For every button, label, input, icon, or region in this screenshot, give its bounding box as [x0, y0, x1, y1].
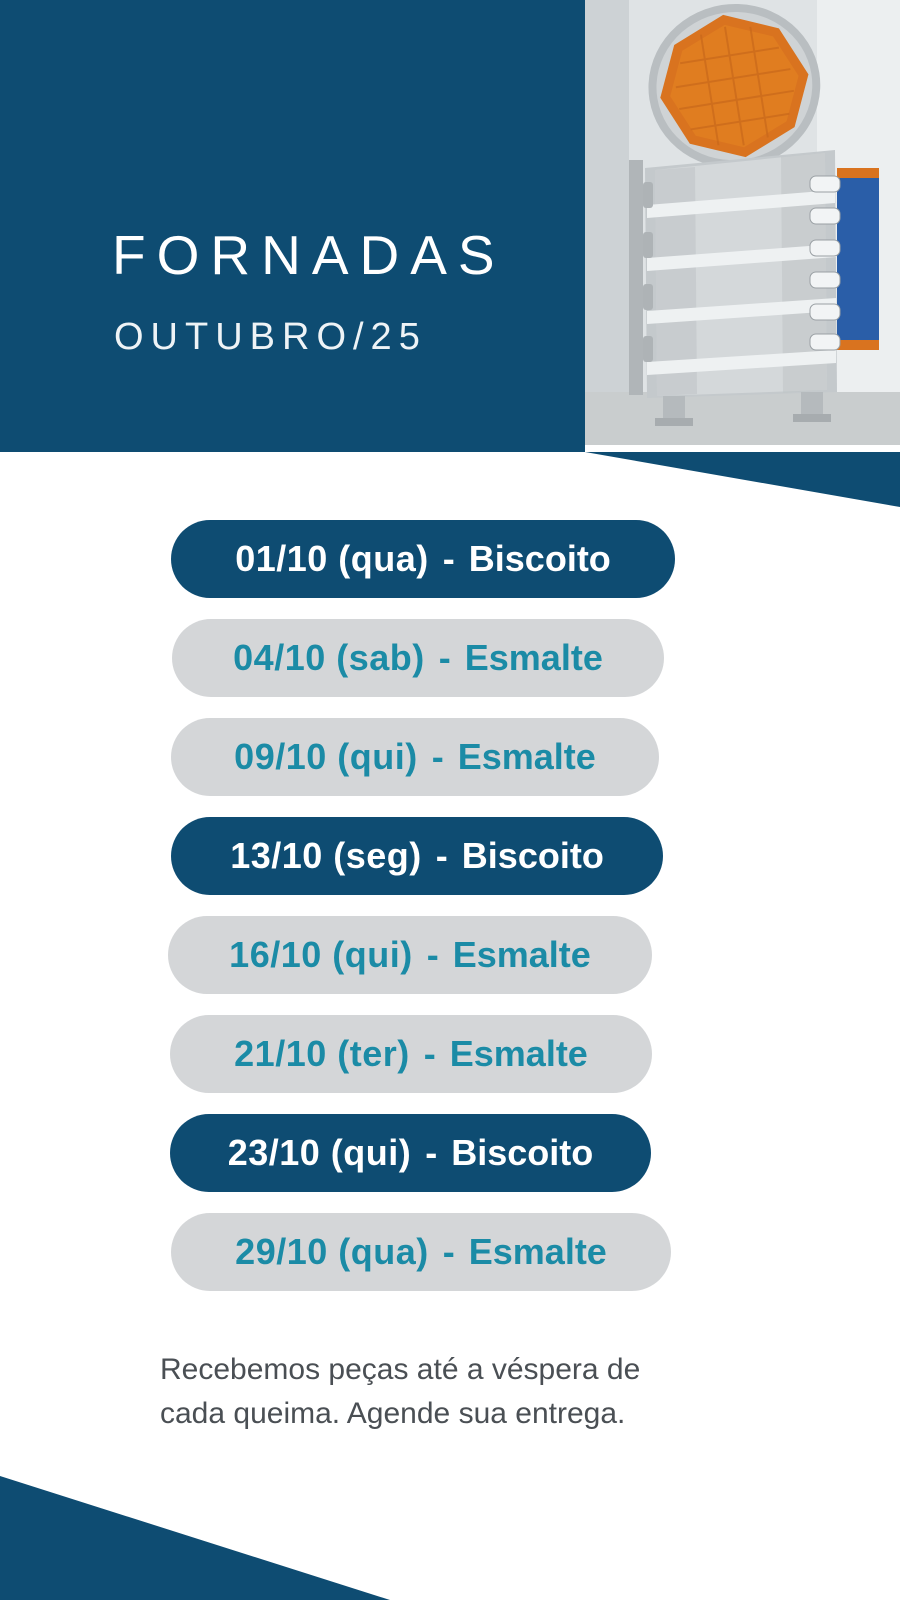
row-kind: Biscoito	[451, 1132, 594, 1173]
list-item[interactable]	[171, 817, 663, 895]
list-item[interactable]	[168, 916, 652, 994]
row-kind: Esmalte	[457, 736, 596, 777]
row-dash: -	[442, 538, 455, 579]
page-subtitle: OUTUBRO/25	[114, 316, 427, 358]
kiln-photo	[585, 0, 900, 445]
row-dash: -	[425, 1132, 438, 1173]
footer-diagonal-shape	[0, 1440, 900, 1600]
row-date: 29/10 (qua)	[235, 1231, 429, 1272]
list-item[interactable]	[172, 619, 664, 697]
schedule-list	[0, 520, 900, 1312]
list-item[interactable]	[171, 520, 675, 598]
list-item[interactable]	[171, 718, 659, 796]
row-kind: Esmalte	[468, 1231, 607, 1272]
row-dash: -	[438, 637, 451, 678]
row-kind: Esmalte	[464, 637, 603, 678]
list-item[interactable]	[170, 1114, 651, 1192]
row-date: 01/10 (qua)	[235, 538, 429, 579]
row-dash: -	[431, 736, 444, 777]
row-kind: Biscoito	[468, 538, 611, 579]
header-diagonal-shape	[0, 452, 900, 512]
row-kind: Biscoito	[461, 835, 604, 876]
row-date: 09/10 (qui)	[234, 736, 418, 777]
row-dash: -	[423, 1033, 436, 1074]
row-date: 16/10 (qui)	[229, 934, 413, 975]
row-date: 21/10 (ter)	[234, 1033, 410, 1074]
kiln-photo-illustration	[585, 0, 900, 445]
list-item[interactable]	[170, 1015, 652, 1093]
footnote-line-2: cada queima. Agende sua entrega.	[160, 1396, 626, 1430]
footnote-line-1: Recebemos peças até a véspera de	[160, 1353, 641, 1386]
row-dash: -	[435, 835, 448, 876]
row-date: 13/10 (seg)	[230, 835, 422, 876]
row-dash: -	[442, 1231, 455, 1272]
row-kind: Esmalte	[449, 1033, 588, 1074]
footnote	[160, 1348, 760, 1435]
page-title: FORNADAS	[112, 224, 506, 286]
row-dash: -	[426, 934, 439, 975]
list-item[interactable]	[171, 1213, 671, 1291]
row-date: 23/10 (qui)	[227, 1132, 412, 1173]
row-kind: Esmalte	[452, 934, 591, 975]
row-date: 04/10 (sab)	[233, 637, 425, 678]
